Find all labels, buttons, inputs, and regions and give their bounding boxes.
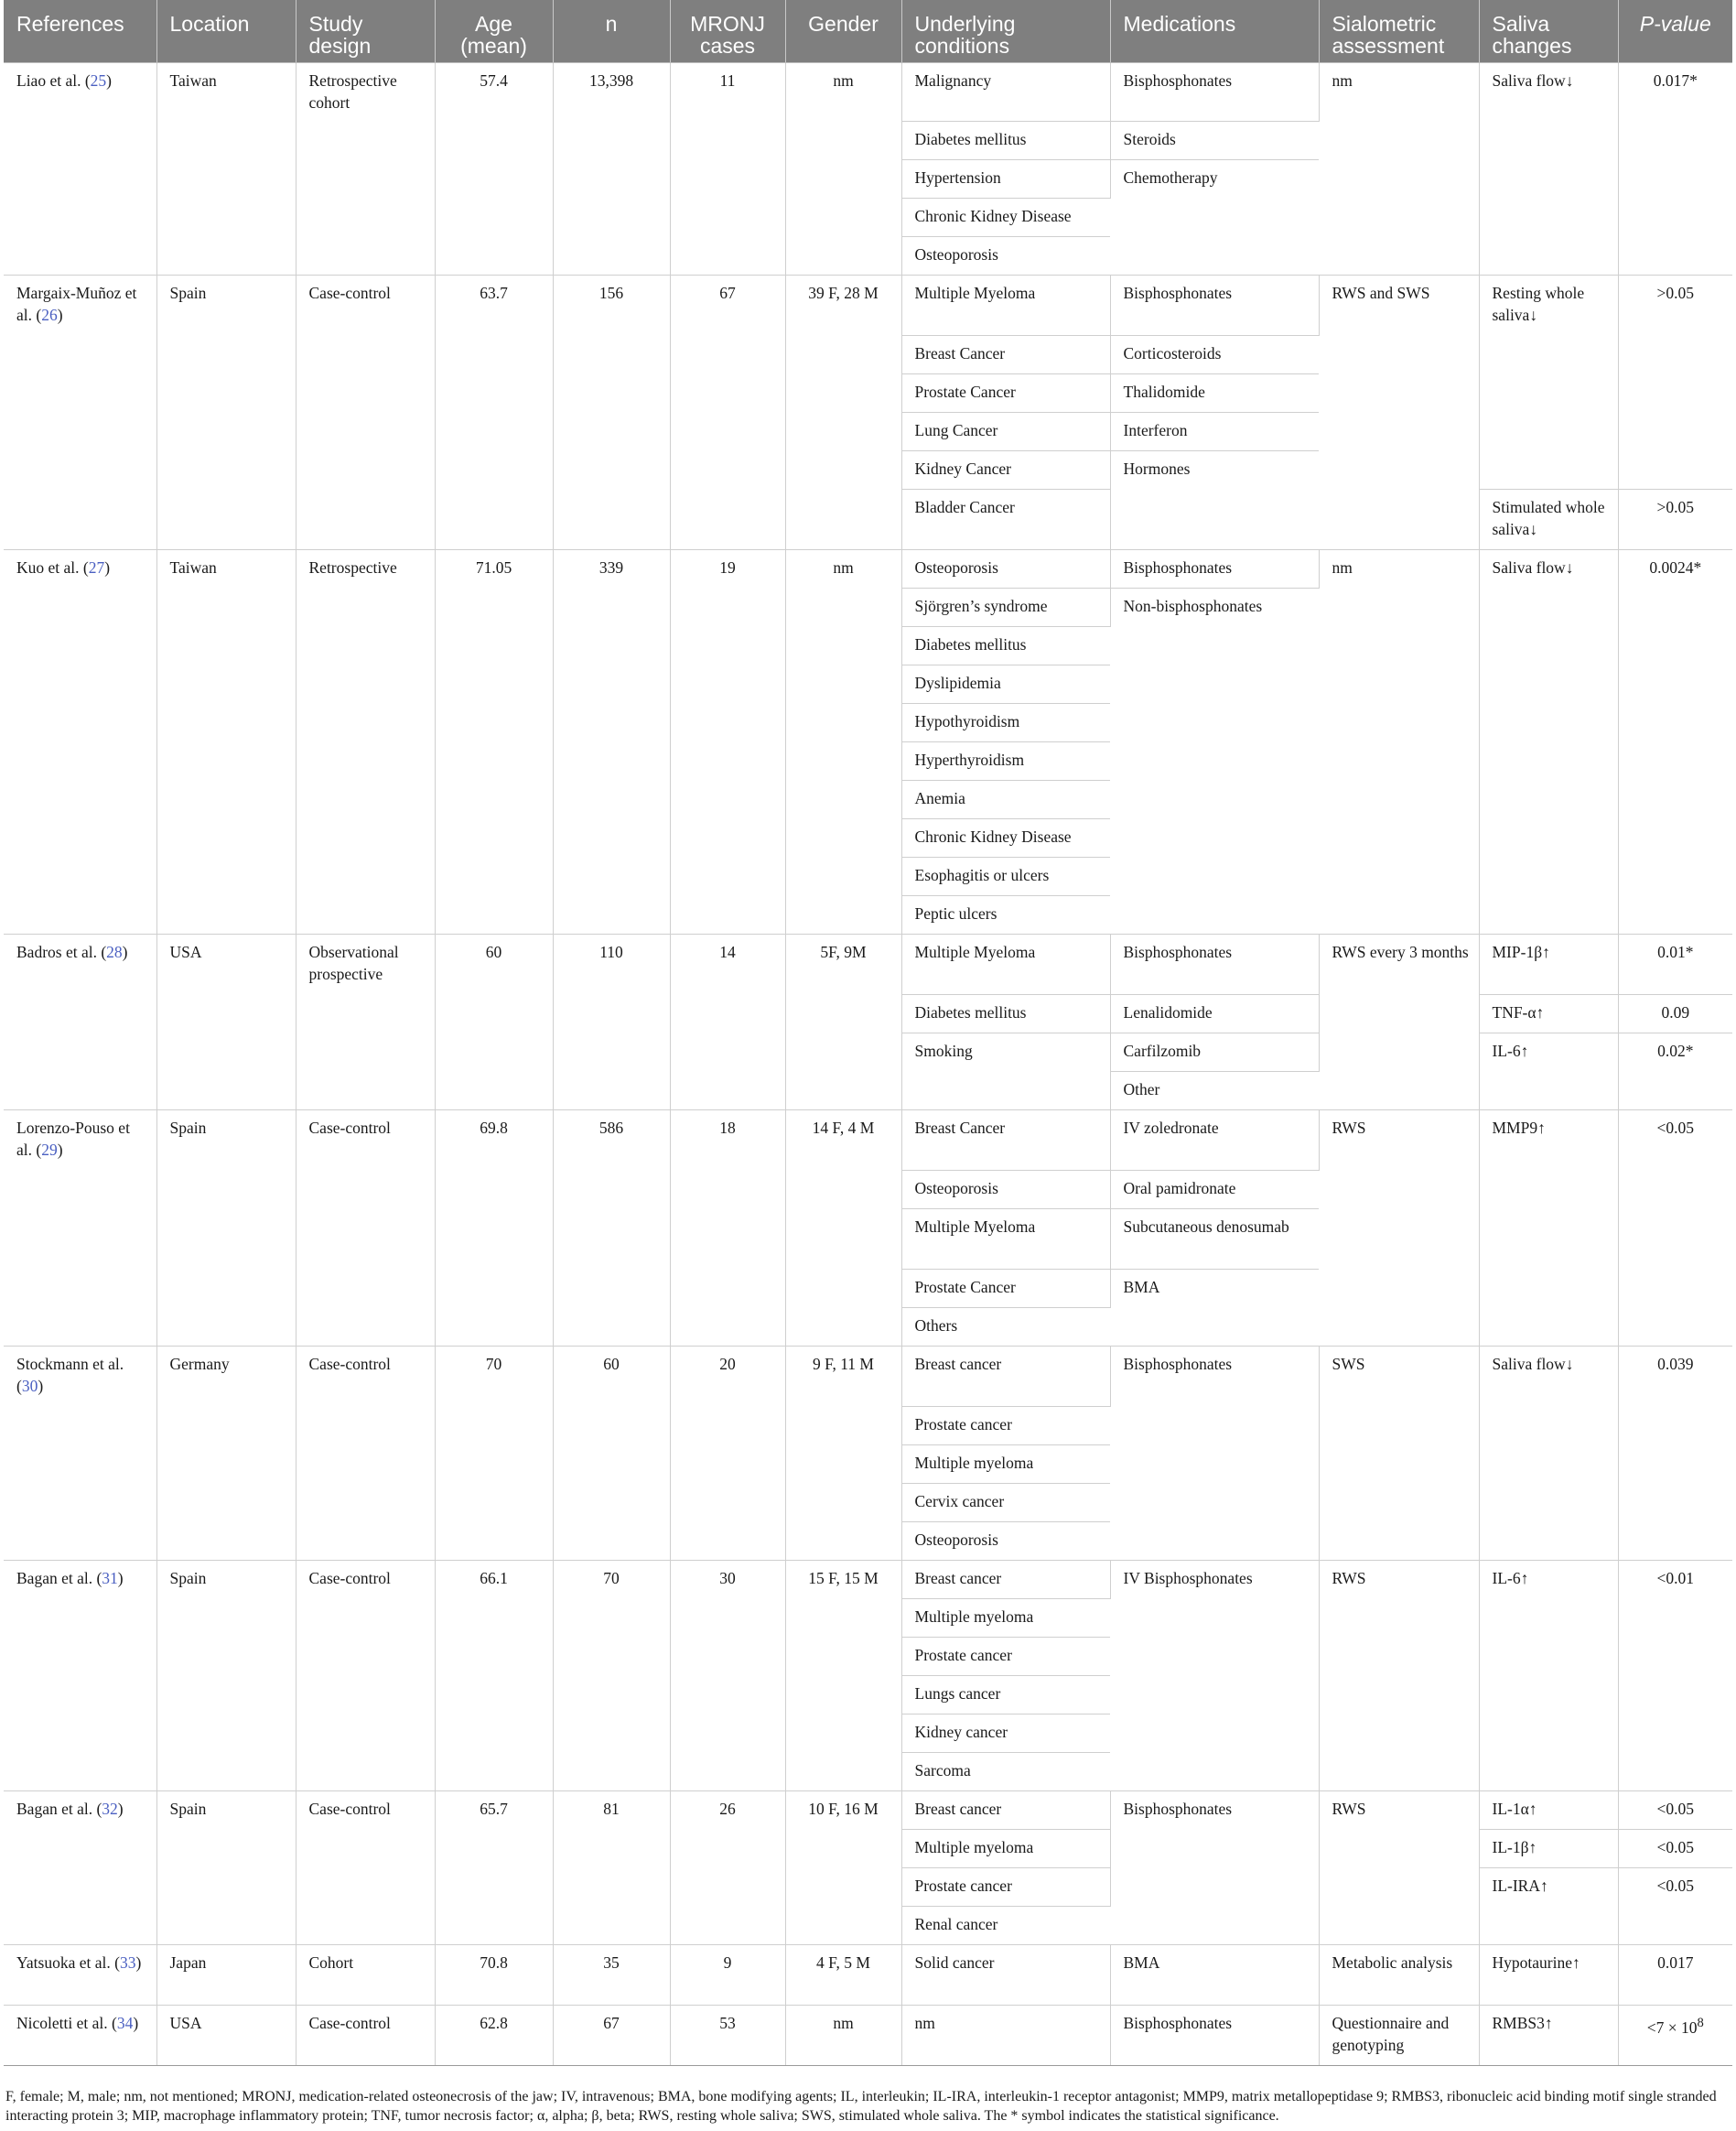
header-gender: Gender — [785, 0, 901, 63]
cell-condition: Kidney Cancer — [901, 451, 1110, 490]
cell-location: Japan — [156, 1945, 296, 2006]
cell-condition: Sarcoma — [901, 1753, 1110, 1791]
cell-p-value: 0.017* — [1618, 63, 1732, 276]
cell-reference: Bagan et al. (31) — [4, 1561, 156, 1791]
cell-condition: Multiple myeloma — [901, 1830, 1110, 1868]
cell-sialometric: RWS — [1319, 1110, 1479, 1347]
cell-condition: Dyslipidemia — [901, 665, 1110, 704]
cell-p-value: <0.05 — [1618, 1830, 1732, 1868]
table-row — [4, 935, 1732, 995]
cell-study-design: Case-control — [296, 276, 435, 550]
cell-condition: Lung Cancer — [901, 413, 1110, 451]
cell-n: 339 — [553, 550, 670, 935]
cell-condition: Solid cancer — [901, 1945, 1110, 2006]
cell-age: 60 — [435, 935, 553, 1110]
table-row — [4, 1791, 1732, 1830]
header-medications: Medications — [1110, 0, 1319, 63]
cell-mronj-cases: 9 — [670, 1945, 785, 2006]
mronj-saliva-table — [4, 0, 1732, 2066]
citation-link[interactable]: 30 — [21, 1377, 38, 1395]
cell-condition: Osteoporosis — [901, 550, 1110, 589]
cell-saliva-change: MIP-1β↑ — [1479, 935, 1618, 995]
cell-p-value: $<7 \times 10^8$ — [1618, 2006, 1732, 2066]
cell-sialometric: nm — [1319, 63, 1479, 276]
cell-sialometric: Questionnaire and genotyping — [1319, 2006, 1479, 2066]
cell-medication: Chemotherapy — [1110, 160, 1319, 276]
cell-saliva-change: Hypotaurine↑ — [1479, 1945, 1618, 2006]
cell-reference: Kuo et al. (27) — [4, 550, 156, 935]
cell-saliva-change: Resting whole saliva↓ — [1479, 276, 1618, 490]
cell-gender: 10 F, 16 M — [785, 1791, 901, 1945]
cell-age: 66.1 — [435, 1561, 553, 1791]
cell-gender: nm — [785, 63, 901, 276]
cell-p-value: 0.02* — [1618, 1033, 1732, 1110]
cell-age: 57.4 — [435, 63, 553, 276]
cell-medication: Interferon — [1110, 413, 1319, 451]
citation-link[interactable]: 25 — [90, 71, 107, 90]
cell-mronj-cases: 14 — [670, 935, 785, 1110]
exponent: 8 — [1697, 2016, 1704, 2030]
cell-medication: Thalidomide — [1110, 374, 1319, 413]
cell-condition: Diabetes mellitus — [901, 627, 1110, 665]
cell-condition: Diabetes mellitus — [901, 122, 1110, 160]
cell-medication: Bisphosphonates — [1110, 1791, 1319, 1945]
cell-saliva-change: IL-6↑ — [1479, 1033, 1618, 1110]
cell-condition: Prostate cancer — [901, 1868, 1110, 1907]
cell-mronj-cases: 19 — [670, 550, 785, 935]
citation-link[interactable]: 32 — [102, 1800, 118, 1818]
cell-location: Taiwan — [156, 550, 296, 935]
header-p-value: P-value — [1618, 0, 1732, 63]
cell-saliva-change: IL-IRA↑ — [1479, 1868, 1618, 1945]
cell-condition: Smoking — [901, 1033, 1110, 1110]
cell-study-design: Retrospective cohort — [296, 63, 435, 276]
cell-age: 69.8 — [435, 1110, 553, 1347]
cell-medication: Oral pamidronate — [1110, 1171, 1319, 1209]
table-row — [4, 1945, 1732, 2006]
cell-condition: Breast cancer — [901, 1791, 1110, 1830]
cell-condition: Osteoporosis — [901, 1171, 1110, 1209]
cell-reference: Badros et al. (28) — [4, 935, 156, 1110]
cell-condition: Breast Cancer — [901, 336, 1110, 374]
cell-medication: Bisphosphonates — [1110, 935, 1319, 995]
cell-study-design: Case-control — [296, 1791, 435, 1945]
cell-condition: Kidney cancer — [901, 1715, 1110, 1753]
cell-study-design: Observational prospective — [296, 935, 435, 1110]
cell-condition: Multiple myeloma — [901, 1445, 1110, 1484]
cell-location: Taiwan — [156, 63, 296, 276]
cell-age: 70 — [435, 1347, 553, 1561]
cell-condition: Prostate Cancer — [901, 374, 1110, 413]
cell-n: 60 — [553, 1347, 670, 1561]
citation-link[interactable]: 26 — [41, 306, 58, 324]
cell-condition: Breast cancer — [901, 1561, 1110, 1599]
cell-medication: IV Bisphosphonates — [1110, 1561, 1319, 1791]
cell-study-design: Case-control — [296, 1561, 435, 1791]
cell-n: 70 — [553, 1561, 670, 1791]
cell-saliva-change: RMBS3↑ — [1479, 2006, 1618, 2066]
cell-medication: Bisphosphonates — [1110, 1347, 1319, 1561]
cell-mronj-cases: 18 — [670, 1110, 785, 1347]
cell-medication: Bisphosphonates — [1110, 550, 1319, 589]
cell-gender: 9 F, 11 M — [785, 1347, 901, 1561]
cell-condition: Hypertension — [901, 160, 1110, 199]
citation-link[interactable]: 31 — [102, 1569, 118, 1587]
cell-gender: 39 F, 28 M — [785, 276, 901, 550]
cell-condition: Prostate Cancer — [901, 1270, 1110, 1308]
cell-condition: nm — [901, 2006, 1110, 2066]
cell-reference: Stockmann et al. (30) — [4, 1347, 156, 1561]
cell-saliva-change: Saliva flow↓ — [1479, 63, 1618, 276]
header-mronj-cases: MRONJ cases — [670, 0, 785, 63]
cell-age: 63.7 — [435, 276, 553, 550]
cell-condition: Breast Cancer — [901, 1110, 1110, 1171]
cell-sialometric: Metabolic analysis — [1319, 1945, 1479, 2006]
cell-condition: Bladder Cancer — [901, 490, 1110, 550]
cell-condition: Multiple Myeloma — [901, 935, 1110, 995]
cell-condition: Osteoporosis — [901, 1522, 1110, 1561]
cell-medication: IV zoledronate — [1110, 1110, 1319, 1171]
cell-mronj-cases: 67 — [670, 276, 785, 550]
header-saliva-changes: Saliva changes — [1479, 0, 1618, 63]
cell-saliva-change: MMP9↑ — [1479, 1110, 1618, 1347]
cell-n: 13,398 — [553, 63, 670, 276]
cell-mronj-cases: 26 — [670, 1791, 785, 1945]
cell-p-value: <0.05 — [1618, 1868, 1732, 1945]
header-row — [4, 0, 1732, 63]
cell-condition: Hyperthyroidism — [901, 742, 1110, 781]
header-age: Age (mean) — [435, 0, 553, 63]
table-row — [4, 550, 1732, 589]
cell-p-value: >0.05 — [1618, 490, 1732, 550]
cell-sialometric: nm — [1319, 550, 1479, 935]
cell-n: 35 — [553, 1945, 670, 2006]
cell-condition: Multiple Myeloma — [901, 1209, 1110, 1270]
table-row — [4, 1561, 1732, 1599]
table-row — [4, 1110, 1732, 1171]
cell-condition: Breast cancer — [901, 1347, 1110, 1407]
cell-condition: Hypothyroidism — [901, 704, 1110, 742]
cell-reference: Nicoletti et al. (34) — [4, 2006, 156, 2066]
cell-condition: Esophagitis or ulcers — [901, 858, 1110, 896]
cell-gender: 5F, 9M — [785, 935, 901, 1110]
cell-medication: Bisphosphonates — [1110, 2006, 1319, 2066]
header-study-design: Study design — [296, 0, 435, 63]
cell-age: 70.8 — [435, 1945, 553, 2006]
cell-medication: Corticosteroids — [1110, 336, 1319, 374]
cell-age: 71.05 — [435, 550, 553, 935]
cell-sialometric: RWS — [1319, 1791, 1479, 1945]
cell-condition: Renal cancer — [901, 1907, 1110, 1945]
cell-reference: Margaix-Muñoz et al. (26) — [4, 276, 156, 550]
cell-gender: nm — [785, 550, 901, 935]
cell-mronj-cases: 11 — [670, 63, 785, 276]
cell-medication: Hormones — [1110, 451, 1319, 550]
cell-condition: Anemia — [901, 781, 1110, 819]
cell-sialometric: SWS — [1319, 1347, 1479, 1561]
cell-reference: Liao et al. (25) — [4, 63, 156, 276]
citation-link[interactable]: 28 — [106, 943, 123, 961]
cell-mronj-cases: 20 — [670, 1347, 785, 1561]
cell-p-value: <0.01 — [1618, 1561, 1732, 1791]
cell-medication: BMA — [1110, 1270, 1319, 1347]
cell-p-value: >0.05 — [1618, 276, 1732, 490]
cell-saliva-change: TNF-α↑ — [1479, 995, 1618, 1033]
cell-medication: Steroids — [1110, 122, 1319, 160]
cell-study-design: Retrospective — [296, 550, 435, 935]
cell-location: Germany — [156, 1347, 296, 1561]
cell-mronj-cases: 30 — [670, 1561, 785, 1791]
cell-condition: Others — [901, 1308, 1110, 1347]
cell-location: USA — [156, 2006, 296, 2066]
citation-link[interactable]: 27 — [88, 558, 105, 577]
cell-saliva-change: IL-1β↑ — [1479, 1830, 1618, 1868]
cell-condition: Lungs cancer — [901, 1676, 1110, 1715]
citation-link[interactable]: 34 — [116, 2014, 134, 2032]
cell-condition: Malignancy — [901, 63, 1110, 122]
cell-study-design: Case-control — [296, 1347, 435, 1561]
cell-location: Spain — [156, 1110, 296, 1347]
table-footnote: F, female; M, male; nm, not mentioned; MRONJ, medication-related osteonecrosis of the jaw; IV, intravenous; BMA, bone modifying agents; IL, interleukin; IL-IRA, interleukin-1 receptor antagonist; MMP9, matrix metallopeptidase 9; RMBS3, ribonucleic acid binding motif single stranded interacting protein 3; MIP, macrophage inflammatory protein; TNF, tumor necrosis factor; α, alpha; β, beta; RWS, resting whole saliva; SWS, stimulated whole saliva. The * symbol indicates the statistical significance. — [5, 2089, 1717, 2124]
cell-medication: Subcutaneous denosumab — [1110, 1209, 1319, 1270]
cell-sialometric: RWS and SWS — [1319, 276, 1479, 550]
header-references: References — [4, 0, 156, 63]
cell-medication: Other — [1110, 1072, 1319, 1110]
cell-n: 110 — [553, 935, 670, 1110]
cell-condition: Chronic Kidney Disease — [901, 819, 1110, 858]
cell-condition: Prostate cancer — [901, 1638, 1110, 1676]
cell-condition: Multiple Myeloma — [901, 276, 1110, 336]
cell-condition: Sjörgren’s syndrome — [901, 589, 1110, 627]
cell-saliva-change: Saliva flow↓ — [1479, 1347, 1618, 1561]
cell-p-value: <0.05 — [1618, 1791, 1732, 1830]
cell-study-design: Case-control — [296, 1110, 435, 1347]
cell-reference: Lorenzo-Pouso et al. (29) — [4, 1110, 156, 1347]
cell-condition: Multiple myeloma — [901, 1599, 1110, 1638]
cell-n: 81 — [553, 1791, 670, 1945]
cell-p-value: 0.01* — [1618, 935, 1732, 995]
table-row — [4, 276, 1732, 336]
table-container — [4, 0, 1732, 2066]
cell-age: 62.8 — [435, 2006, 553, 2066]
table-row — [4, 63, 1732, 122]
cell-p-value: <0.05 — [1618, 1110, 1732, 1347]
cell-medication: Bisphosphonates — [1110, 63, 1319, 122]
cell-condition: Peptic ulcers — [901, 896, 1110, 935]
cell-saliva-change: IL-6↑ — [1479, 1561, 1618, 1791]
cell-saliva-change: IL-1α↑ — [1479, 1791, 1618, 1830]
cell-medication: Lenalidomide — [1110, 995, 1319, 1033]
cell-n: 586 — [553, 1110, 670, 1347]
cell-saliva-change: Saliva flow↓ — [1479, 550, 1618, 935]
cell-medication: Bisphosphonates — [1110, 276, 1319, 336]
cell-study-design: Cohort — [296, 1945, 435, 2006]
cell-sialometric: RWS — [1319, 1561, 1479, 1791]
cell-saliva-change: Stimulated whole saliva↓ — [1479, 490, 1618, 550]
cell-mronj-cases: 53 — [670, 2006, 785, 2066]
citation-link[interactable]: 33 — [119, 1953, 136, 1972]
table-row — [4, 1347, 1732, 1407]
cell-p-value: 0.039 — [1618, 1347, 1732, 1561]
citation-link[interactable]: 29 — [41, 1141, 58, 1159]
cell-gender: 14 F, 4 M — [785, 1110, 901, 1347]
cell-location: Spain — [156, 1791, 296, 1945]
header-sialometric-assessment: Sialometric assessment — [1319, 0, 1479, 63]
cell-medication: BMA — [1110, 1945, 1319, 2006]
cell-medication: Carfilzomib — [1110, 1033, 1319, 1072]
cell-location: Spain — [156, 1561, 296, 1791]
header-n: n — [553, 0, 670, 63]
cell-age: 65.7 — [435, 1791, 553, 1945]
cell-reference: Yatsuoka et al. (33) — [4, 1945, 156, 2006]
cell-medication: Non-bisphosphonates — [1110, 589, 1319, 935]
cell-study-design: Case-control — [296, 2006, 435, 2066]
cell-n: 67 — [553, 2006, 670, 2066]
cell-condition: Diabetes mellitus — [901, 995, 1110, 1033]
cell-condition: Prostate cancer — [901, 1407, 1110, 1445]
cell-condition: Osteoporosis — [901, 237, 1110, 276]
header-location: Location — [156, 0, 296, 63]
cell-location: Spain — [156, 276, 296, 550]
cell-gender: 15 F, 15 M — [785, 1561, 901, 1791]
cell-reference: Bagan et al. (32) — [4, 1791, 156, 1945]
cell-gender: 4 F, 5 M — [785, 1945, 901, 2006]
cell-location: USA — [156, 935, 296, 1110]
cell-sialometric: RWS every 3 months — [1319, 935, 1479, 1110]
cell-p-value: 0.09 — [1618, 995, 1732, 1033]
cell-condition: Cervix cancer — [901, 1484, 1110, 1522]
cell-p-value: 0.0024* — [1618, 550, 1732, 935]
cell-condition: Chronic Kidney Disease — [901, 199, 1110, 237]
cell-n: 156 — [553, 276, 670, 550]
cell-gender: nm — [785, 2006, 901, 2066]
header-underlying-conditions: Underlying conditions — [901, 0, 1110, 63]
table-row — [4, 2006, 1732, 2066]
cell-p-value: 0.017 — [1618, 1945, 1732, 2006]
